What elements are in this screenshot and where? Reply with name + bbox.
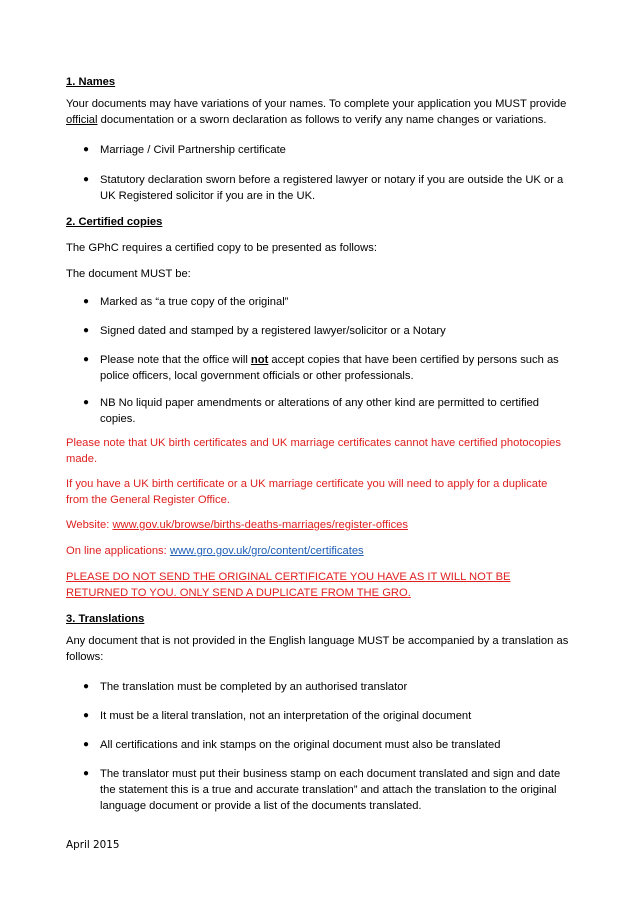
names-list bbox=[66, 142, 570, 204]
certified-list bbox=[66, 294, 570, 427]
website-line: Website: www.gov.uk/browse/births-deaths-marriages/register-offices bbox=[66, 519, 408, 531]
bullet-icon: ● bbox=[83, 768, 90, 779]
red-notice-birth-certificates: Please note that UK birth certificates and UK marriage certificates cannot have certified photocopies made. bbox=[66, 437, 561, 465]
translations-list bbox=[66, 679, 570, 814]
online-applications-link[interactable]: www.gro.gov.uk/gro/content/certificates bbox=[169, 545, 364, 557]
list-item: ● NB No liquid paper amendments or alterations of any other kind are permitted to certified copies. bbox=[83, 397, 540, 425]
certified-intro: The GPhC requires a certified copy to be presented as follows: bbox=[66, 242, 377, 254]
bullet-icon: ● bbox=[83, 681, 90, 692]
bullet-icon: ● bbox=[83, 710, 90, 721]
official-word: official bbox=[66, 114, 98, 126]
section-heading-certified-copies: 2. Certified copies bbox=[66, 216, 163, 228]
list-item: ● Please note that the office will not accept copies that have been certified by persons such as police officers, local government officials or other professionals. bbox=[83, 354, 559, 382]
list-item: ● Marked as “a true copy of the original” bbox=[83, 296, 289, 308]
bullet-icon: ● bbox=[83, 739, 90, 750]
red-notice-duplicate: If you have a UK birth certificate or a UK marriage certificate you will need to apply for a duplicate from the General Register Office. bbox=[66, 478, 548, 506]
warning-original-certificate: PLEASE DO NOT SEND THE ORIGINAL CERTIFICATE YOU HAVE AS IT WILL NOT BE RETURNED TO YOU. ONLY SEND A DUPLICATE FROM THE GRO. bbox=[66, 571, 511, 599]
list-item: ● The translator must put their business stamp on each document translated and sign and date the statement this is a true and accurate translation” and attach the translation to the original language document or provide a list of the documents translated. bbox=[83, 768, 561, 812]
list-item: ● It must be a literal translation, not an interpretation of the original document bbox=[83, 710, 472, 722]
translations-intro: Any document that is not provided in the English language MUST be accompanied by a translation as follows: bbox=[66, 635, 569, 663]
document-body bbox=[66, 74, 570, 825]
bullet-icon: ● bbox=[83, 174, 90, 185]
list-item: ● Signed dated and stamped by a registered lawyer/solicitor or a Notary bbox=[83, 325, 446, 337]
must-be-text: The document MUST be: bbox=[66, 268, 191, 280]
names-intro: Your documents may have variations of your names. To complete your application you MUST provide official documentation or a sworn declaration as follows to verify any name changes or variations. bbox=[66, 98, 567, 126]
section-heading-translations: 3. Translations bbox=[66, 613, 145, 625]
bullet-icon: ● bbox=[83, 397, 90, 408]
list-item: ● The translation must be completed by an authorised translator bbox=[83, 681, 408, 693]
not-emphasis: not bbox=[250, 354, 269, 366]
list-item: ● All certifications and ink stamps on the original document must also be translated bbox=[83, 739, 501, 751]
bullet-icon: ● bbox=[83, 144, 90, 155]
list-item: ● Marriage / Civil Partnership certificate bbox=[83, 144, 286, 156]
footer-date: April 2015 bbox=[66, 839, 120, 851]
website-link[interactable]: www.gov.uk/browse/births-deaths-marriages/register-offices bbox=[112, 519, 408, 531]
bullet-icon: ● bbox=[83, 325, 90, 336]
list-item: ● Statutory declaration sworn before a registered lawyer or notary if you are outside the UK or a UK Registered solicitor if you are in the UK. bbox=[83, 174, 564, 202]
section-heading-names: 1. Names bbox=[66, 76, 116, 88]
bullet-icon: ● bbox=[83, 296, 90, 307]
bullet-icon: ● bbox=[83, 354, 90, 365]
online-applications-line: On line applications: www.gro.gov.uk/gro/content/certificates bbox=[66, 545, 364, 557]
